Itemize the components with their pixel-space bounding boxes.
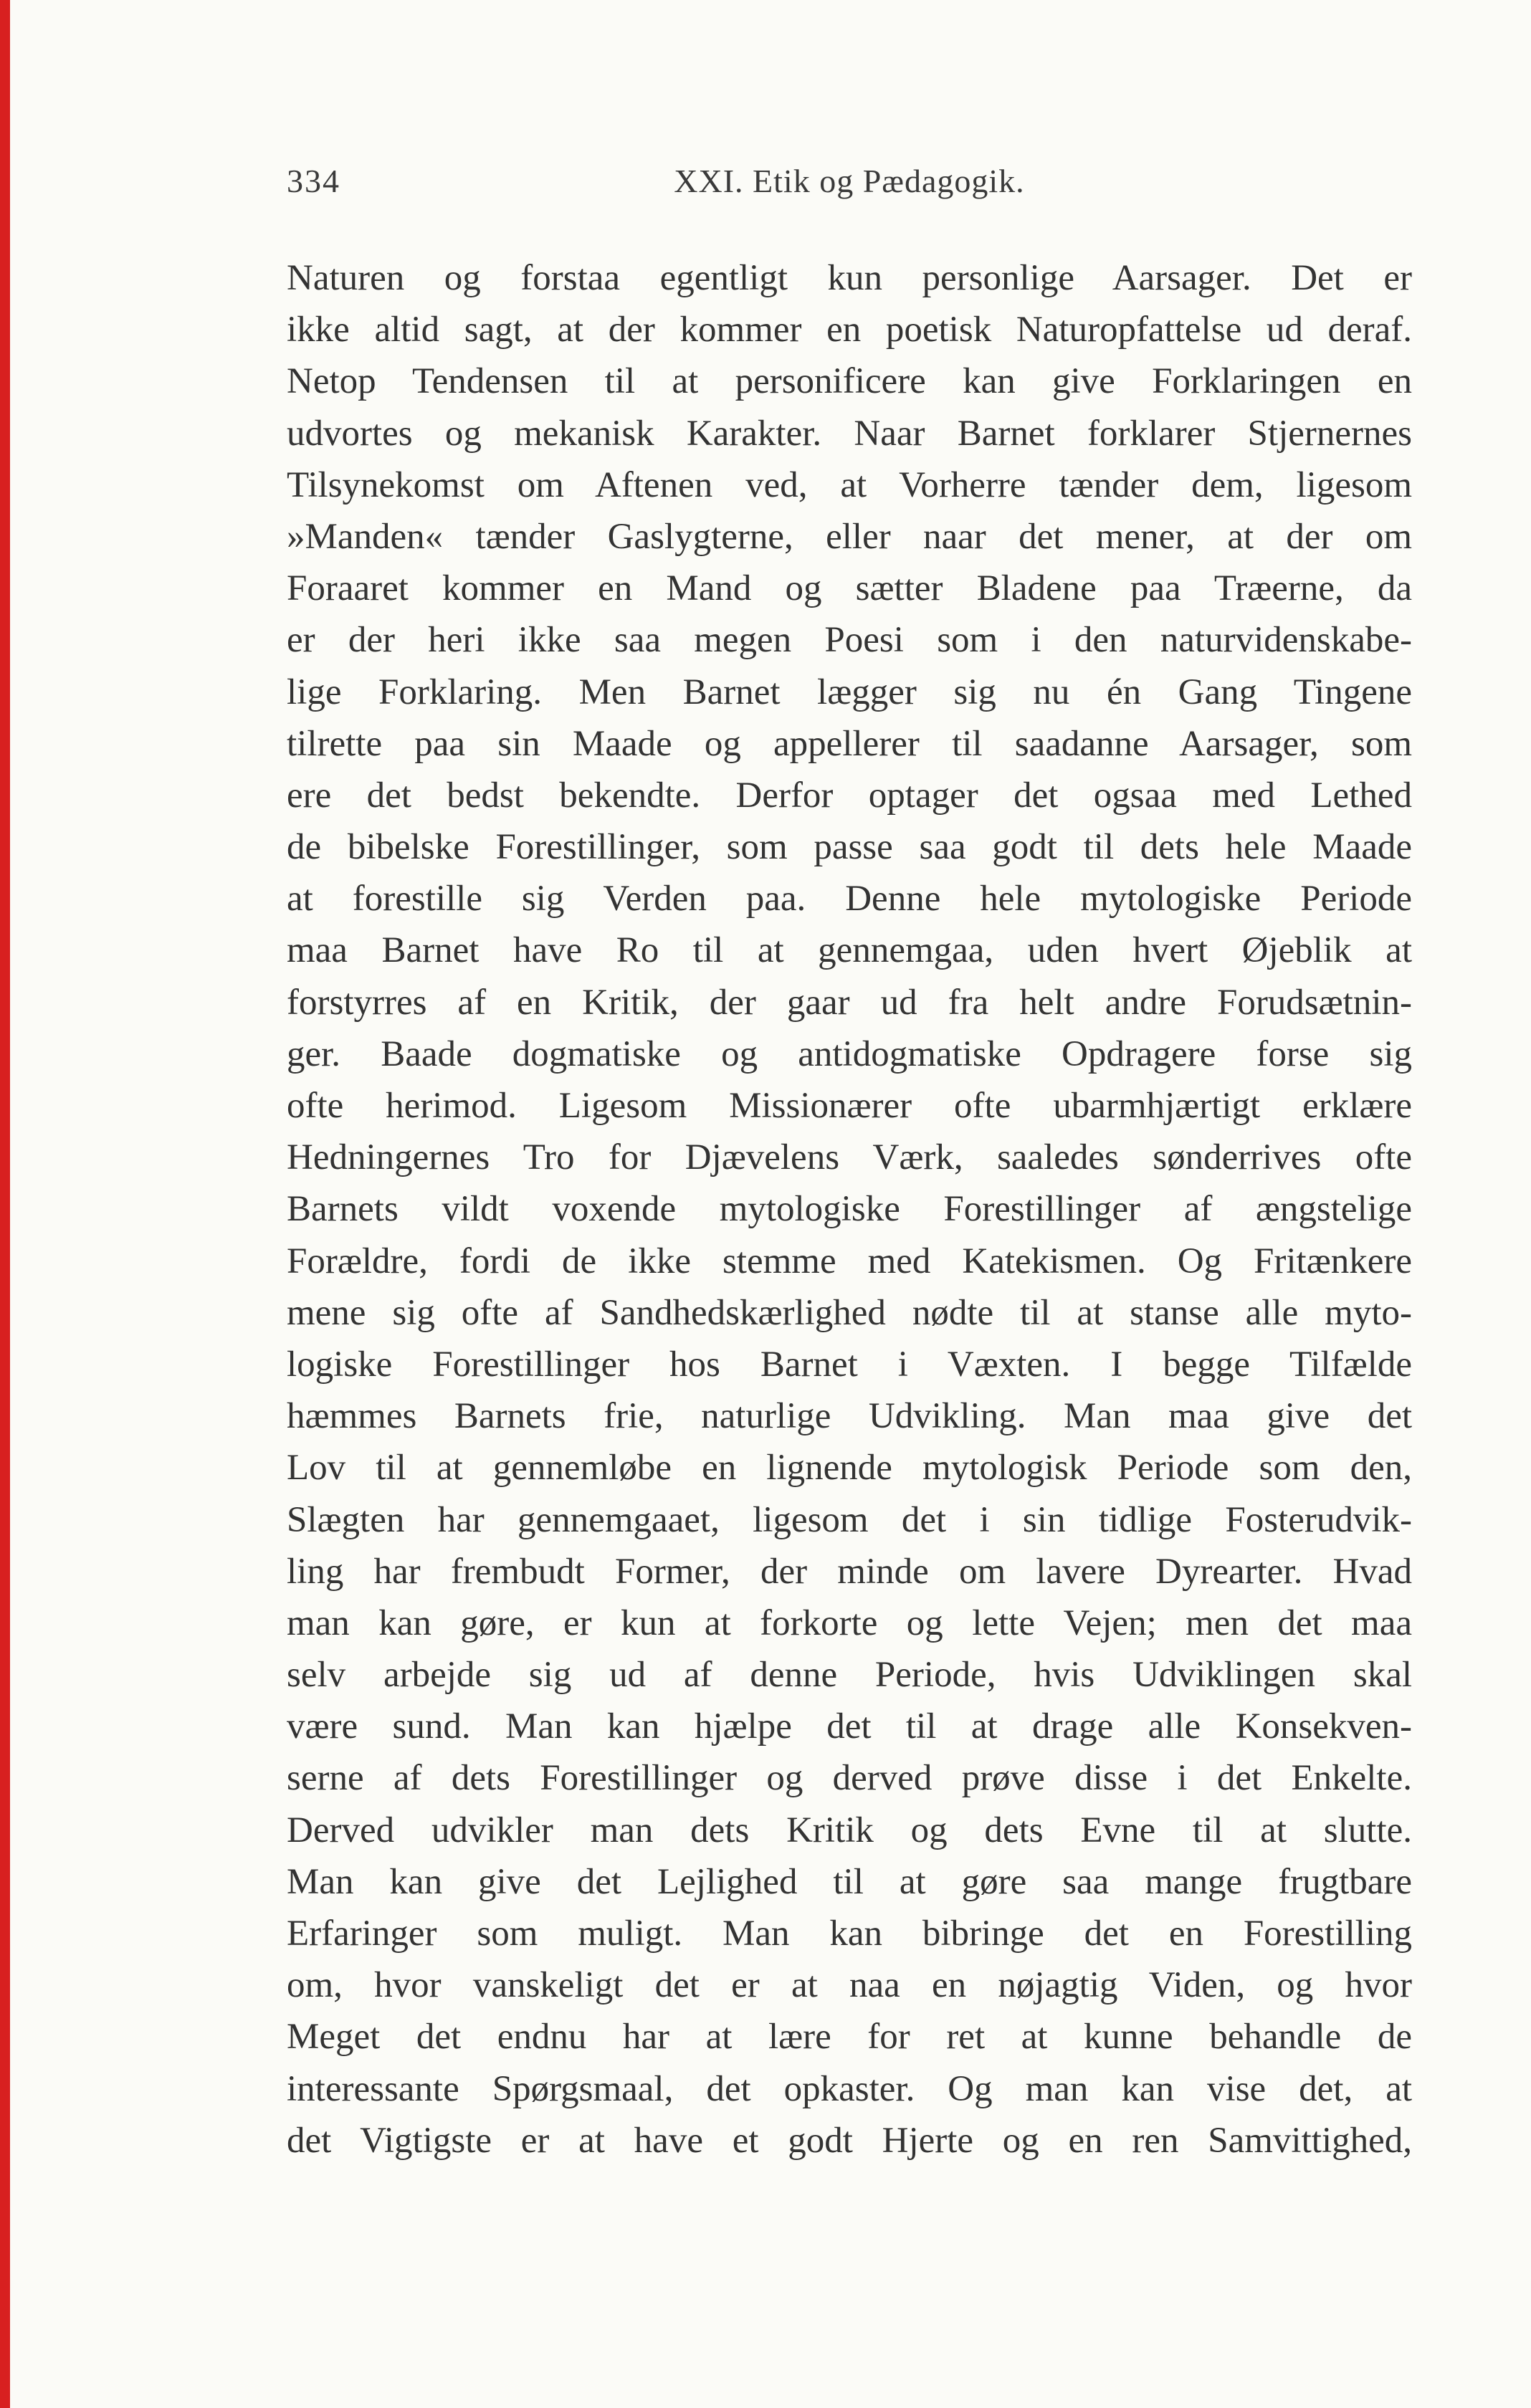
text-line: ling har frembudt Former, der minde om lavere Dyrearter. Hvad [287, 1551, 1412, 1592]
text-line: forstyrres af en Kritik, der gaar ud fra helt andre Forudsætnin- [287, 982, 1412, 1023]
text-line: Lov til at gennemløbe en lignende mytologisk Periode som den, [287, 1448, 1412, 1489]
text-line: tilrette paa sin Maade og appellerer til saadanne Aarsager, som [287, 723, 1412, 764]
body-text [287, 252, 1412, 2166]
page-number: 334 [287, 163, 340, 199]
text-line: Derved udvikler man dets Kritik og dets Evne til at slutte. [287, 1810, 1412, 1850]
text-line: de bibelske Forestillinger, som passe saa godt til dets hele Maade [287, 827, 1412, 868]
text-line: serne af dets Forestillinger og derved prøve disse i det Enkelte. [287, 1758, 1412, 1799]
text-line: maa Barnet have Ro til at gennemgaa, uden hvert Øjeblik at [287, 930, 1412, 971]
text-line: man kan gøre, er kun at forkorte og lette Vejen; men det maa [287, 1602, 1412, 1643]
text-line: Erfaringer som muligt. Man kan bibringe det en Forestilling [287, 1914, 1412, 1954]
text-line: ere det bedst bekendte. Derfor optager det ogsaa med Lethed [287, 775, 1412, 816]
text-line: selv arbejde sig ud af denne Periode, hvis Udviklingen skal [287, 1655, 1412, 1696]
text-line: Tilsynekomst om Aftenen ved, at Vorherre tænder dem, ligesom [287, 464, 1412, 505]
text-line: være sund. Man kan hjælpe det til at drage alle Konsekven- [287, 1706, 1412, 1747]
text-line: Slægten har gennemgaaet, ligesom det i sin tidlige Fosterudvik- [287, 1499, 1412, 1540]
text-line: »Manden« tænder Gaslygterne, eller naar det mener, at der om [287, 516, 1412, 557]
page-edge [0, 0, 10, 2408]
text-line: det Vigtigste er at have et godt Hjerte og en ren Samvittighed, [287, 2120, 1412, 2161]
text-line: Foraaret kommer en Mand og sætter Bladene paa Træerne, da [287, 568, 1412, 609]
text-line: at forestille sig Verden paa. Denne hele mytologiske Periode [287, 879, 1412, 919]
text-line: interessante Spørgsmaal, det opkaster. Og man kan vise det, at [287, 2068, 1412, 2109]
text-line: Naturen og forstaa egentligt kun personlige Aarsager. Det er [287, 258, 1412, 298]
text-line: Netop Tendensen til at personificere kan give Forklaringen en [287, 361, 1412, 402]
text-line: om, hvor vanskeligt det er at naa en nøjagtig Viden, og hvor [287, 1965, 1412, 2006]
text-line: ger. Baade dogmatiske og antidogmatiske Opdragere forse sig [287, 1033, 1412, 1074]
text-line: mene sig ofte af Sandhedskærlighed nødte til at stanse alle myto- [287, 1292, 1412, 1333]
text-line: Hedningernes Tro for Djævelens Værk, saaledes sønderrives ofte [287, 1137, 1412, 1178]
text-line: er der heri ikke saa megen Poesi som i den naturvidenskabe- [287, 620, 1412, 661]
text-line: ikke altid sagt, at der kommer en poetisk Naturopfattelse ud deraf. [287, 310, 1412, 350]
text-line: Man kan give det Lejlighed til at gøre saa mange frugtbare [287, 1861, 1412, 1902]
text-line: ofte herimod. Ligesom Missionærer ofte ubarmhjærtigt erklære [287, 1086, 1412, 1126]
text-line: hæmmes Barnets frie, naturlige Udvikling. Man maa give det [287, 1396, 1412, 1437]
text-line: Meget det endnu har at lære for ret at kunne behandle de [287, 2017, 1412, 2058]
running-title: XXI. Etik og Pædagogik. [674, 163, 1025, 199]
text-line: udvortes og mekanisk Karakter. Naar Barnet forklarer Stjernernes [287, 413, 1412, 454]
text-line: logiske Forestillinger hos Barnet i Væxten. I begge Tilfælde [287, 1344, 1412, 1385]
text-line: Barnets vildt voxende mytologiske Forestillinger af ængstelige [287, 1189, 1412, 1230]
text-line: Forældre, fordi de ikke stemme med Katekismen. Og Fritænkere [287, 1241, 1412, 1281]
text-line: lige Forklaring. Men Barnet lægger sig nu én Gang Tingene [287, 672, 1412, 712]
page-header [287, 162, 1412, 212]
